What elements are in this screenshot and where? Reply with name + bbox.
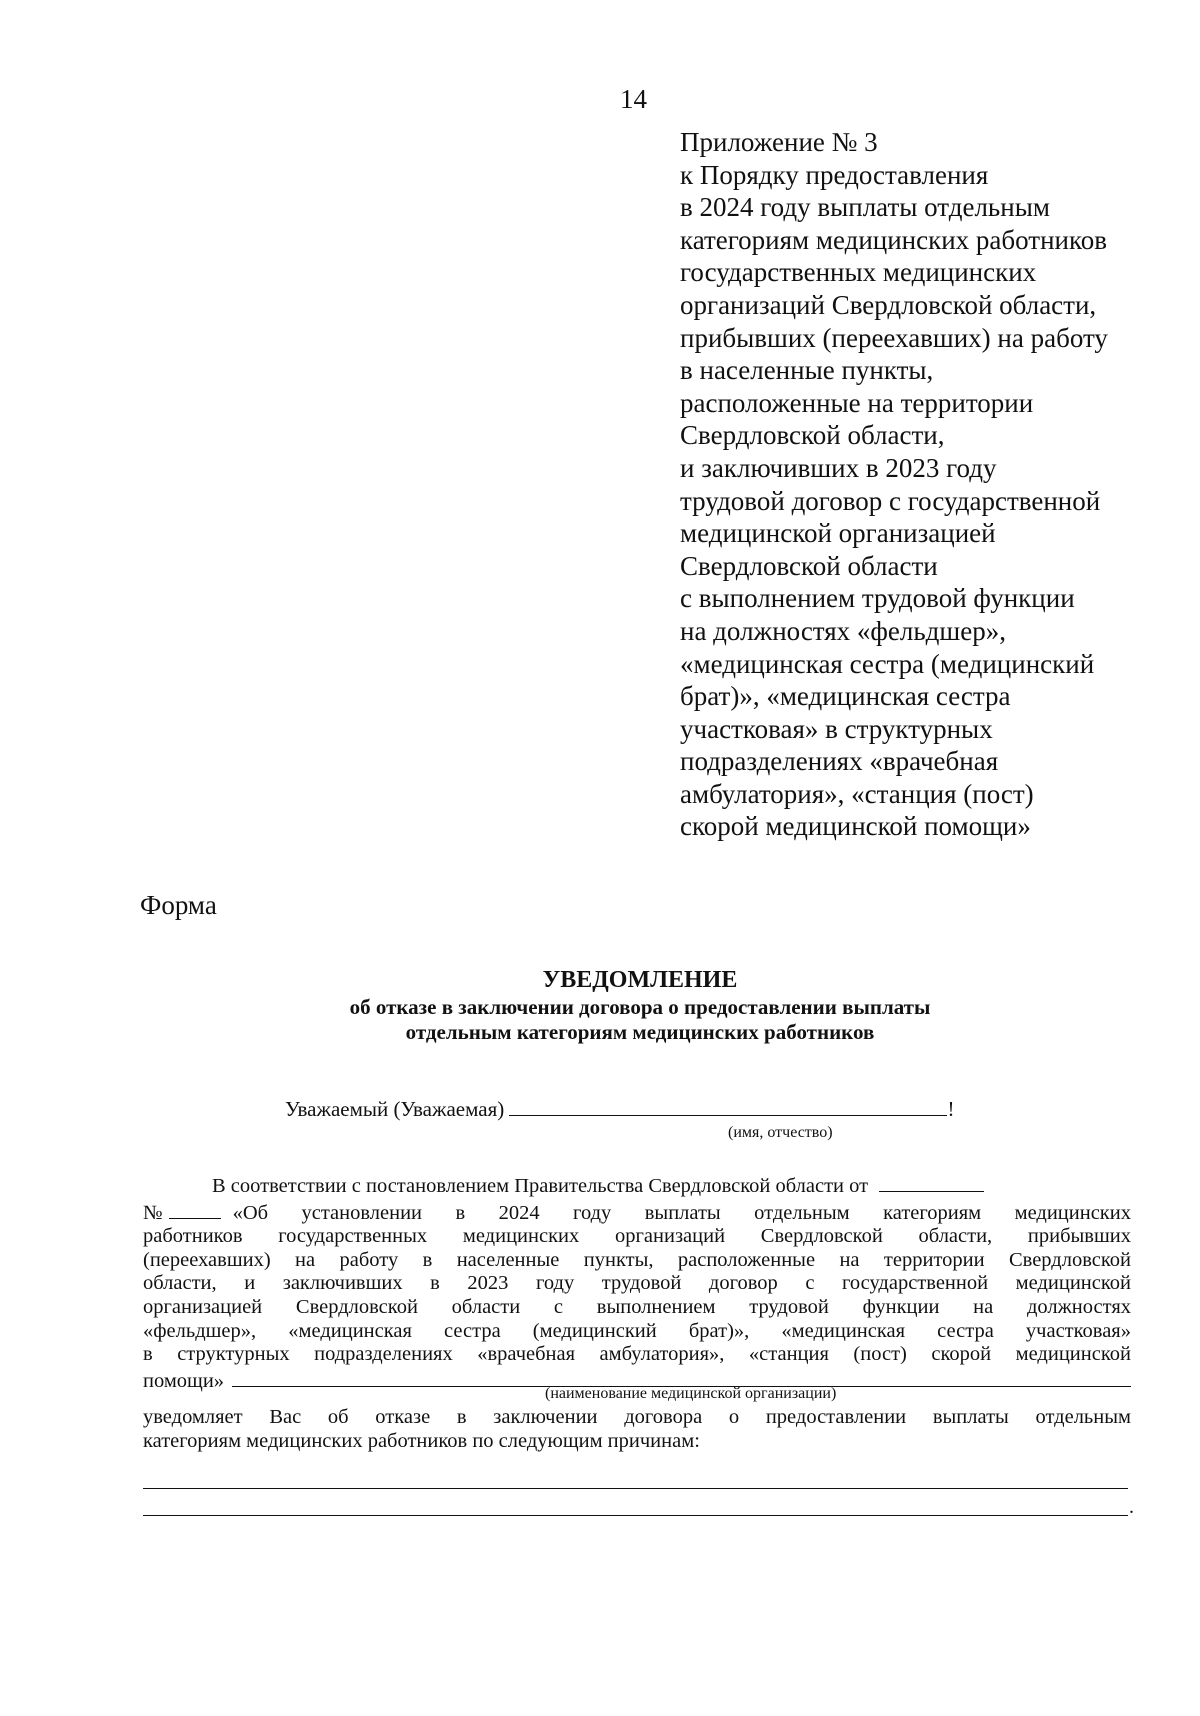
body-text-span: помощи»	[143, 1369, 225, 1392]
appendix-line: подразделениях «врачебная	[680, 746, 999, 777]
body-text-span: В соответствии с постановлением Правительства Свердловской области от	[212, 1175, 869, 1197]
greeting-prefix: Уважаемый (Уважаемая)	[285, 1097, 505, 1121]
appendix-header	[680, 126, 1150, 843]
appendix-line: в населенные пункты,	[680, 355, 934, 386]
appendix-line: «медицинская сестра (медицинский	[680, 648, 1095, 679]
reasons-blank-line-1[interactable]	[143, 1488, 1128, 1489]
appendix-line: расположенные на территории	[680, 387, 1034, 418]
number-sign: №	[143, 1201, 163, 1224]
appendix-line: брат)», «медицинская сестра	[680, 681, 1011, 712]
greeting-line	[285, 1096, 954, 1122]
appendix-line: категориям медицинских работников	[680, 224, 1107, 255]
greeting-exclamation: !	[947, 1097, 955, 1121]
notice-subtitle-line: отдельным категориям медицинских работников	[405, 1020, 875, 1044]
appendix-line: Свердловской области,	[680, 420, 945, 451]
notify-line-2: категориям медицинских работников по следующим причинам:	[143, 1429, 700, 1452]
notify-line-1: уведомляет Вас об отказе в заключении договора о предоставлении выплаты отдельным	[143, 1406, 1131, 1428]
reasons-blank-line-2[interactable]	[143, 1515, 1128, 1516]
organization-name-blank[interactable]	[232, 1367, 1131, 1387]
notice-body	[143, 1172, 1131, 1393]
appendix-line: государственных медицинских	[680, 257, 1037, 288]
body-text-span: «Об установлении в 2024 году выплаты отдельным категориям медицинских	[232, 1201, 1131, 1224]
body-line-8: в структурных подразделениях «врачебная амбулатория», «станция (пост) скорой медицинской	[143, 1343, 1131, 1366]
appendix-line: к Порядку предоставления	[680, 159, 989, 190]
body-line-5: области, и заключивших в 2023 году трудовой договор с государственной медицинской	[143, 1272, 1131, 1295]
appendix-line: в 2024 году выплаты отдельным	[680, 192, 1050, 223]
appendix-line: прибывших (переехавших) на работу	[680, 322, 1108, 353]
notice-subtitle-line: об отказе в заключении договора о предоставлении выплаты	[349, 995, 931, 1019]
appendix-line: Приложение № 3	[680, 127, 878, 157]
name-caption: (имя, отчество)	[728, 1124, 833, 1141]
body-line-4: (переехавших) на работу в населенные пункты, расположенные на территории Свердловской	[143, 1248, 1131, 1271]
notice-title: УВЕДОМЛЕНИЕ	[542, 967, 738, 993]
page-number: 14	[620, 84, 647, 114]
body-line-3: работников государственных медицинских организаций Свердловской области, прибывших	[143, 1225, 1131, 1248]
decree-number-blank[interactable]	[169, 1199, 221, 1219]
appendix-line: медицинской организацией	[680, 518, 996, 549]
appendix-line: скорой медицинской помощи»	[680, 811, 1031, 842]
body-line-2	[143, 1199, 1131, 1226]
appendix-line: участковая» в структурных	[680, 713, 993, 744]
appendix-line: и заключивших в 2023 году	[680, 452, 997, 483]
notice-title-block	[140, 965, 1140, 1045]
body-line-7: «фельдшер», «медицинская сестра (медицинский брат)», «медицинская сестра участковая»	[143, 1319, 1131, 1342]
final-period: .	[1129, 1496, 1134, 1518]
appendix-line: трудовой договор с государственной	[680, 485, 1101, 516]
appendix-line: на должностях «фельдшер»,	[680, 615, 1006, 646]
appendix-line: организаций Свердловской области,	[680, 289, 1097, 320]
body-line-1	[143, 1172, 1131, 1199]
form-label: Форма	[140, 890, 217, 920]
appendix-line: Свердловской области	[680, 550, 938, 581]
appendix-line: с выполнением трудовой функции	[680, 583, 1075, 614]
appendix-line: амбулатория», «станция (пост)	[680, 778, 1034, 809]
decree-date-blank[interactable]	[879, 1172, 984, 1192]
organization-caption: (наименование медицинской организации)	[545, 1385, 837, 1402]
body-line-6: организацией Свердловской области с выполнением трудовой функции на должностях	[143, 1295, 1131, 1318]
recipient-name-blank[interactable]	[509, 1096, 947, 1116]
notice-reasons	[143, 1406, 1131, 1453]
